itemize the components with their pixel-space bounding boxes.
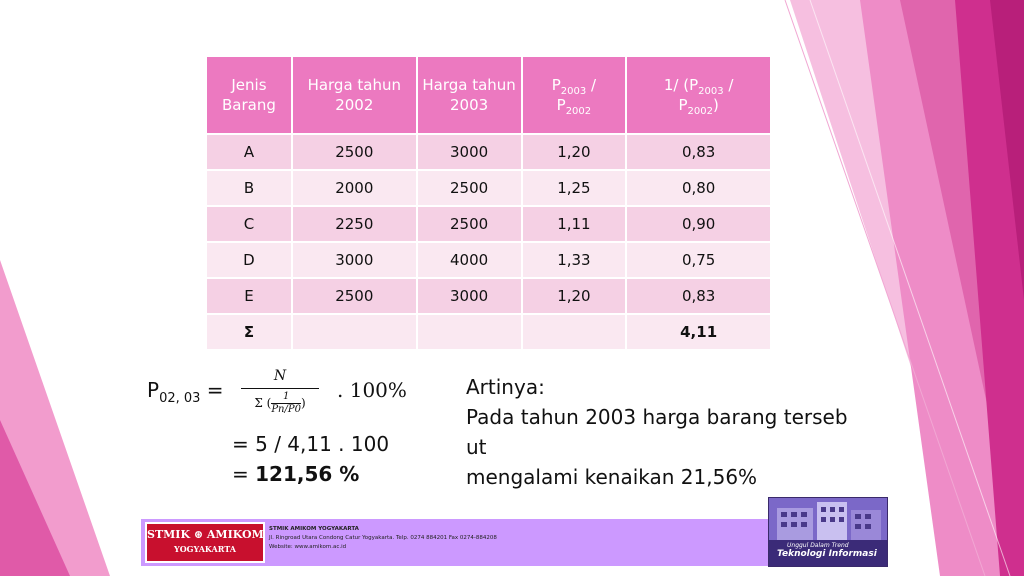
header-ratio <box>522 57 627 134</box>
header-harga-2003: Harga tahun 2003 <box>417 57 522 134</box>
sum-empty-cell <box>292 314 417 350</box>
sum-value: 4,11 <box>626 314 771 350</box>
formula-step-2: = 5 / 4,11 . 100 <box>232 432 390 456</box>
cell-inverse: 0,83 <box>626 134 771 170</box>
header-jenis-barang: Jenis Barang <box>207 57 292 134</box>
formula-fraction <box>239 368 321 416</box>
price-index-table <box>207 57 772 351</box>
cell-jenis: A <box>207 134 292 170</box>
cell-ratio: 1,20 <box>522 278 627 314</box>
table-header-row <box>207 57 771 134</box>
cell-harga-2003: 2500 <box>417 206 522 242</box>
cell-harga-2002: 2500 <box>292 278 417 314</box>
result-equals: = <box>232 462 249 486</box>
cell-ratio: 1,11 <box>522 206 627 242</box>
header-ratio-sub2: 2002 <box>565 106 592 117</box>
fraction-bar <box>241 388 319 389</box>
sum-empty-cell <box>417 314 522 350</box>
cell-inverse: 0,75 <box>626 242 771 278</box>
cell-harga-2003: 3000 <box>417 134 522 170</box>
table-sum-row <box>207 314 771 350</box>
cell-jenis: C <box>207 206 292 242</box>
banner-tagline-2: Teknologi Informasi <box>777 549 877 559</box>
cell-inverse: 0,80 <box>626 170 771 206</box>
table-row <box>207 206 771 242</box>
cell-jenis: E <box>207 278 292 314</box>
cell-ratio: 1,33 <box>522 242 627 278</box>
inner-numerator: 1 <box>282 391 290 402</box>
table-row <box>207 134 771 170</box>
interpretation-line-1: Pada tahun 2003 harga barang terseb <box>466 405 848 429</box>
formula-close: ) <box>300 396 306 410</box>
footer-website: Website: www.amikom.ac.id <box>269 544 347 550</box>
cell-jenis: D <box>207 242 292 278</box>
amikom-logo <box>145 522 265 563</box>
header-ratio-sub1: 2003 <box>560 86 587 97</box>
cell-ratio: 1,20 <box>522 134 627 170</box>
inner-denominator: Pn/P0 <box>271 404 301 415</box>
formula-multiplier: . 100% <box>337 378 407 402</box>
header-harga-2002: Harga tahun 2002 <box>292 57 417 134</box>
footer-info <box>269 525 497 552</box>
table-row <box>207 242 771 278</box>
header-ratio-p: P <box>551 76 561 94</box>
header-inv-sub2: 2002 <box>687 106 713 117</box>
cell-inverse: 0,83 <box>626 278 771 314</box>
header-inverse-ratio <box>626 57 771 134</box>
footer-institution-name: STMIK AMIKOM YOGYAKARTA <box>269 526 359 532</box>
header-ratio-slash: / <box>591 76 597 94</box>
interpretation-text <box>466 372 906 492</box>
header-inv-close: ) <box>712 96 719 114</box>
result-value: 121,56 % <box>255 462 360 486</box>
header-inv-slash: / <box>728 76 734 94</box>
banner-tagline-1: Unggul Dalam Trend <box>787 542 849 549</box>
formula-equals: = <box>206 378 224 402</box>
interpretation-title: Artinya: <box>466 375 545 399</box>
cell-jenis: B <box>207 170 292 206</box>
header-ratio-p2: P <box>556 96 566 114</box>
logo-top-text: STMIK ⊛ AMIKOM <box>147 528 264 541</box>
cell-harga-2002: 2500 <box>292 134 417 170</box>
cell-harga-2002: 2000 <box>292 170 417 206</box>
logo-bottom-text: YOGYAKARTA <box>174 544 236 554</box>
header-inv-p2: P <box>678 96 688 114</box>
cell-inverse: 0,90 <box>626 206 771 242</box>
cell-ratio: 1,25 <box>522 170 627 206</box>
formula-numerator: N <box>273 368 287 384</box>
cell-harga-2003: 3000 <box>417 278 522 314</box>
table-row <box>207 278 771 314</box>
cell-harga-2003: 2500 <box>417 170 522 206</box>
interpretation-line-3: mengalami kenaikan 21,56% <box>466 465 758 489</box>
inner-fraction <box>271 391 301 416</box>
cell-harga-2003: 4000 <box>417 242 522 278</box>
campus-banner-image <box>768 497 888 567</box>
footer-bar <box>141 519 769 566</box>
cell-harga-2002: 2250 <box>292 206 417 242</box>
sum-empty-cell <box>522 314 627 350</box>
footer-address: Jl. Ringroad Utara Condong Catur Yogyakarta. Telp. 0274 884201 Fax 0274-884208 <box>269 535 497 541</box>
interpretation-line-2: ut <box>466 435 487 459</box>
formula-denominator <box>239 391 321 416</box>
formula-lhs <box>147 378 224 406</box>
sum-label: Σ <box>207 314 292 350</box>
header-inv-sub1: 2003 <box>698 86 724 97</box>
formula-sub: 02, 03 <box>159 391 201 406</box>
formula-result <box>232 462 359 486</box>
header-inv-open: 1/ (P <box>663 76 699 94</box>
cell-harga-2002: 3000 <box>292 242 417 278</box>
formula-p: P <box>147 378 160 402</box>
formula-sigma: Σ ( <box>254 396 272 410</box>
table-row <box>207 170 771 206</box>
